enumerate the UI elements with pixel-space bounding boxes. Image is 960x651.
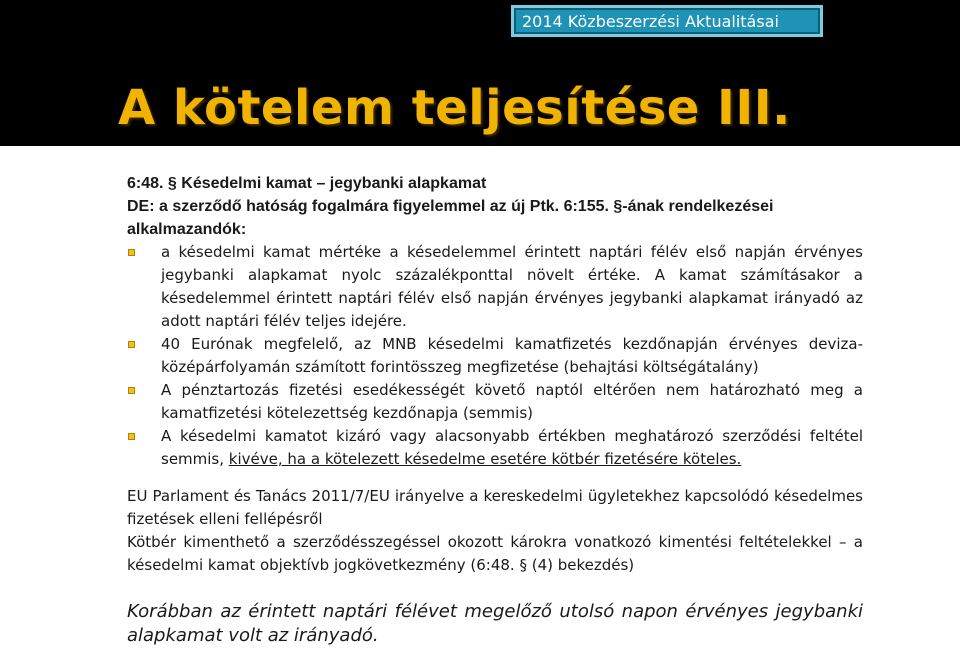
bullet-text: A késedelmi kamatot kizáró vagy alacsonyabb értékben meghatározó szerződési feltétel semmis, xyxy=(161,427,863,468)
closing-note: Korábban az érintett naptári félévet megelőző utolsó napon érvényes jegybanki alapkamat volt az irányadó. xyxy=(127,601,863,646)
event-badge: 2014 Közbeszerzési Aktualitásai xyxy=(511,5,823,37)
list-item xyxy=(127,241,863,333)
bullet-text: 40 Eurónak megfelelő, az MNB késedelmi kamatfizetés kezdőnapján érvényes deviza-középárfolyamán számított forintösszeg megfizetése (behajtási költségátalány) xyxy=(161,335,863,376)
list-item xyxy=(127,425,863,471)
list-item xyxy=(127,333,863,379)
bullet-square-icon xyxy=(128,387,135,394)
bullet-square-icon xyxy=(128,433,135,440)
slide-content xyxy=(127,172,863,648)
intro-line-1: 6:48. § Késedelmi kamat – jegybanki alapkamat xyxy=(127,175,487,192)
list-item xyxy=(127,379,863,425)
bullet-text: a késedelmi kamat mértéke a késedelemmel érintett naptári félév első napján érvényes jegybanki alapkamat nyolc százalékponttal növelt értéke. A kamat számításakor a késedelemmel érintett naptári félév első napján érvényes jegybanki alapkamat irányadó az adott naptári félév teljes idejére. xyxy=(161,243,863,330)
kotber-paragraph: Kötbér kimenthető a szerződésszegéssel okozott károkra vonatkozó kimentési feltételekkel – a késedelmi kamat objektívb jogkövetkezmény (6:48. § (4) bekezdés) xyxy=(127,533,863,574)
bullet-text: A pénztartozás fizetési esedékességét követő naptól eltérően nem határozható meg a kamatfizetési kötelezettség kezdőnapja (semmis) xyxy=(161,381,863,422)
bullet-square-icon xyxy=(128,341,135,348)
eu-directive-paragraph: EU Parlament és Tanács 2011/7/EU irányelve a kereskedelmi ügyletekhez kapcsolódó késedelmes fizetések elleni fellépésről xyxy=(127,487,863,528)
bullet-square-icon xyxy=(128,249,135,256)
bullet-underlined-text: kivéve, ha a kötelezett késedelme esetére kötbér fizetésére köteles. xyxy=(228,450,742,468)
bullet-list xyxy=(127,241,863,471)
intro-line-2: DE: a szerződő hatóság fogalmára figyelemmel az új Ptk. 6:155. §-ának rendelkezései alkalmazandók: xyxy=(127,198,774,238)
slide-title: A kötelem teljesítése III. xyxy=(118,80,791,136)
